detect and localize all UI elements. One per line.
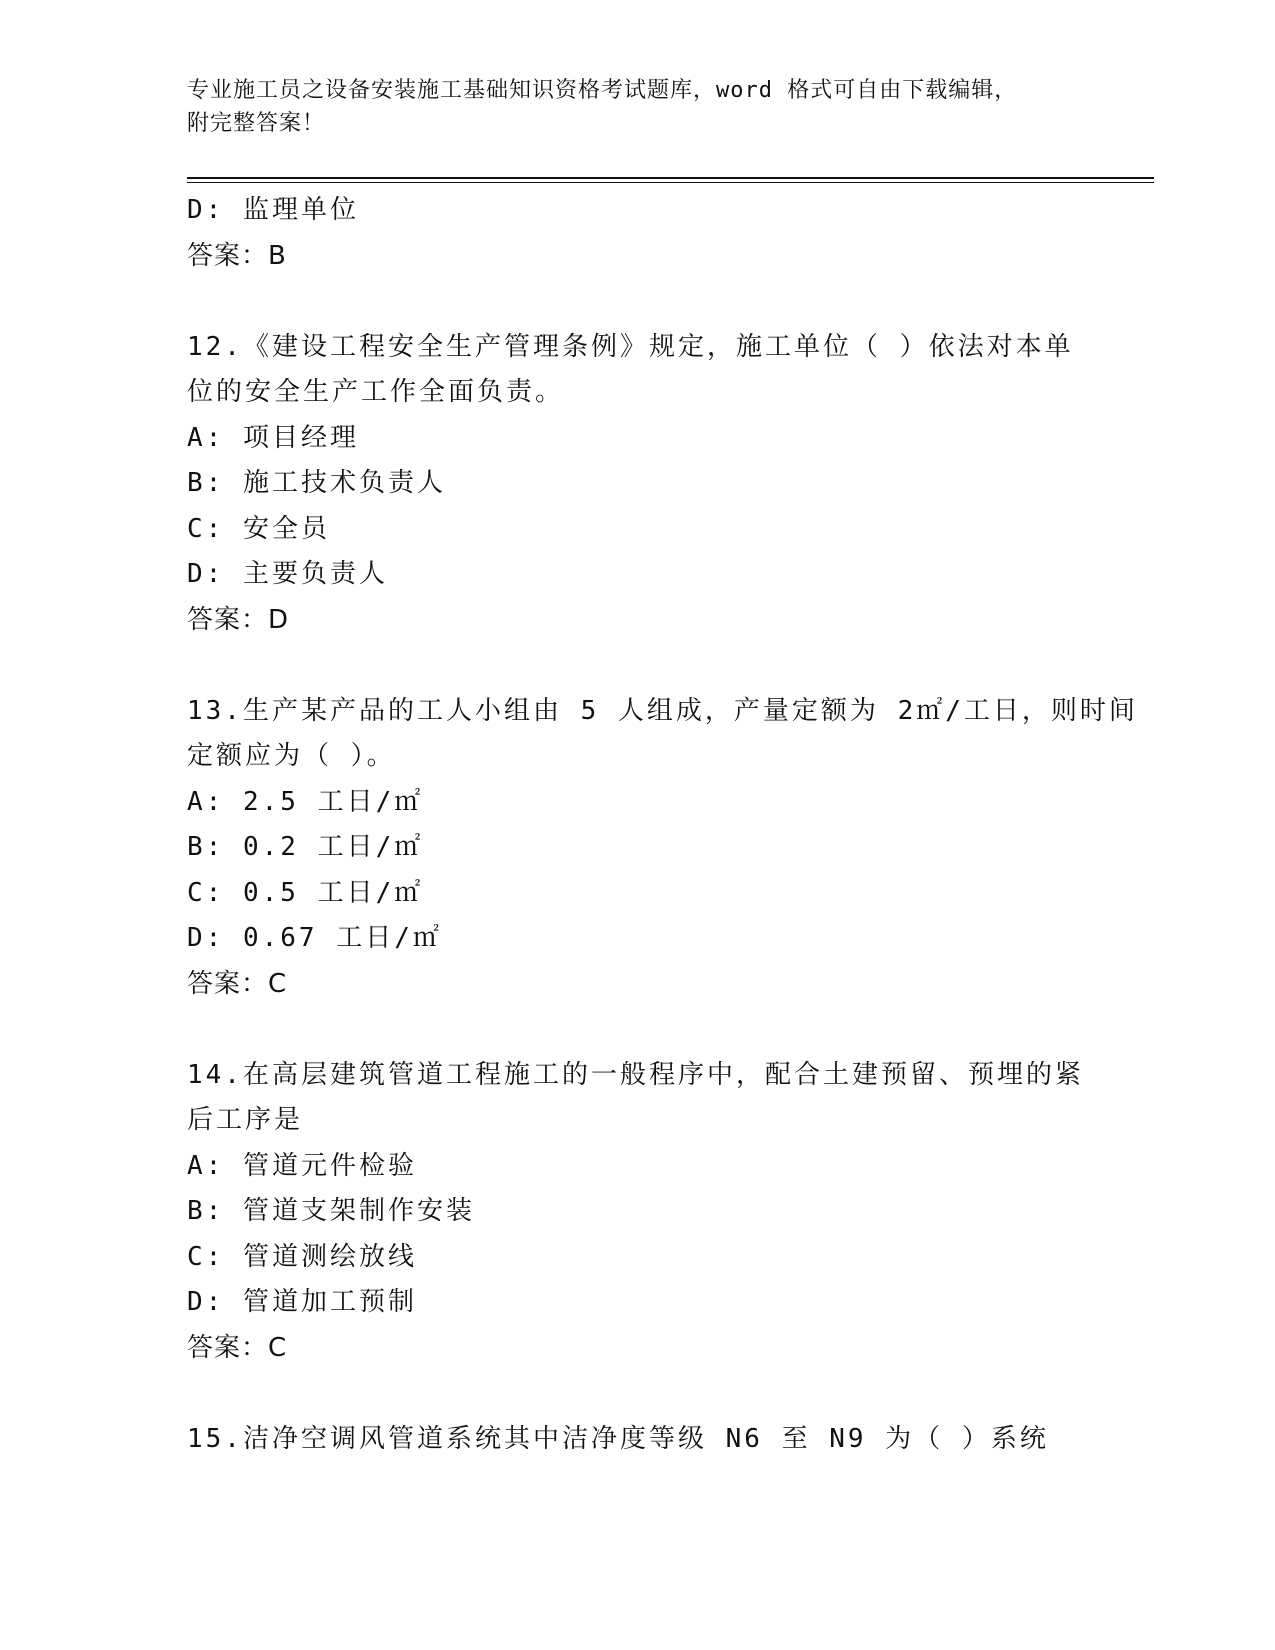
answer: 答案：B	[187, 240, 287, 271]
question-text-line-1: 14.在高层建筑管道工程施工的一般程序中，配合土建预留、预埋的紧	[187, 1059, 1084, 1090]
page-header	[187, 74, 1067, 140]
option-d: D: 监理单位	[187, 195, 359, 225]
option-d: D: 主要负责人	[187, 559, 388, 589]
question-13	[187, 689, 1138, 1008]
question-text-line-2: 位的安全生产工作全面负责。	[187, 377, 565, 407]
option-a: A: 2.5 工日/㎡	[187, 786, 424, 817]
option-a: A: 项目经理	[187, 422, 359, 453]
header-line-1: 专业施工员之设备安装施工基础知识资格考试题库，word 格式可自由下载编辑，	[187, 78, 1018, 103]
question-11-tail	[187, 188, 1127, 279]
question-text-line-1: 12.《建设工程安全生产管理条例》规定，施工单位（ ）依法对本单	[187, 331, 1074, 362]
header-line-2: 附完整答案！	[187, 111, 326, 136]
option-c: C: 安全员	[187, 513, 330, 544]
document-body	[187, 188, 1138, 1462]
header-divider-thin	[187, 182, 1154, 183]
question-text-line-2: 后工序是	[187, 1105, 304, 1135]
question-14	[187, 1053, 1127, 1372]
option-b: B: 0.2 工日/㎡	[187, 832, 424, 862]
answer: 答案：D	[187, 604, 290, 635]
question-12	[187, 325, 1127, 644]
option-c: C: 管道测绘放线	[187, 1241, 417, 1272]
question-text-line-1: 13.生产某产品的工人小组由 5 人组成，产量定额为 2㎡/工日，则时间	[187, 695, 1138, 726]
header-divider-thick	[187, 177, 1154, 179]
answer: 答案：C	[187, 968, 288, 999]
option-d: D: 管道加工预制	[187, 1287, 417, 1317]
option-c: C: 0.5 工日/㎡	[187, 877, 424, 908]
question-15	[187, 1417, 1127, 1463]
option-b: B: 管道支架制作安装	[187, 1196, 475, 1226]
option-a: A: 管道元件检验	[187, 1150, 417, 1181]
question-text-line-1: 15.洁净空调风管道系统其中洁净度等级 N6 至 N9 为（ ）系统	[187, 1423, 1049, 1454]
option-b: B: 施工技术负责人	[187, 468, 446, 498]
option-d: D: 0.67 工日/㎡	[187, 923, 442, 953]
question-text-line-2: 定额应为（ ）。	[187, 741, 396, 771]
answer: 答案：C	[187, 1332, 288, 1363]
